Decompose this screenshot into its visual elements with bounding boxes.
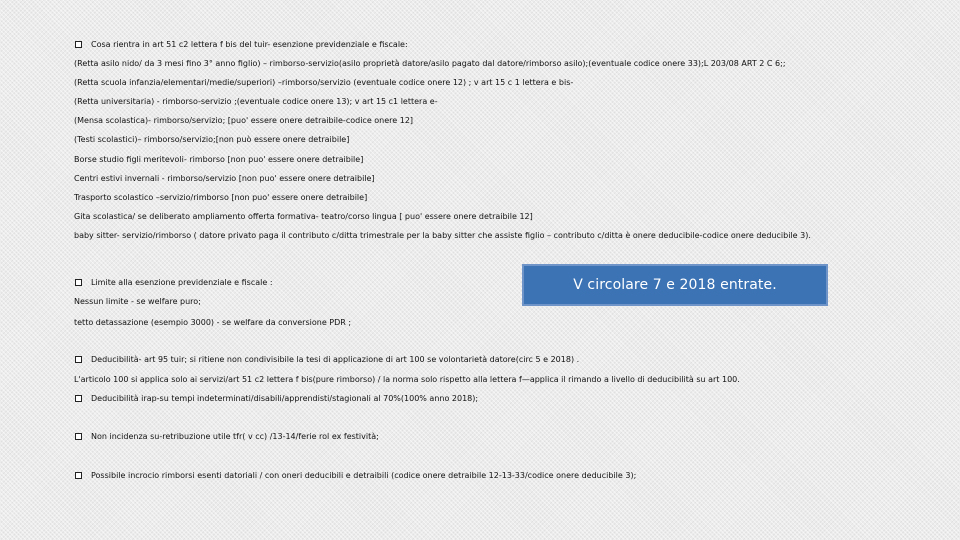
text-line: Centri estivi invernali - rimborso/servizio [non puo' essere onere detraibile] bbox=[74, 174, 375, 183]
callout-text: V circolare 7 e 2018 entrate. bbox=[573, 277, 777, 293]
text-line: (Retta scuola infanzia/elementari/medie/superiori) –rimborso/servizio (eventuale codice onere 12) ; v art 15 c 1 lettera e bis- bbox=[74, 78, 574, 87]
text-line: tetto detassazione (esempio 3000) - se welfare da conversione PDR ; bbox=[74, 318, 352, 327]
checkbox-bullet-icon bbox=[75, 41, 82, 48]
text-line: (Testi scolastici)– rimborso/servizio;[non può essere onere detraibile] bbox=[74, 135, 350, 144]
text-line: (Retta asilo nido/ da 3 mesi fino 3° anno figlio) – rimborso-servizio(asilo proprietà datore/asilo pagato dal datore/rimborso asilo);(eventuale codice onere 33);L 203/08 ART 2 C 6;; bbox=[74, 59, 786, 68]
heading-text: Cosa rientra in art 51 c2 lettera f bis del tuir- esenzione previdenziale e fiscale: bbox=[91, 40, 408, 49]
checkbox-bullet-icon bbox=[75, 395, 82, 402]
tfr-text: Non incidenza su-retribuzione utile tfr( v cc) /13-14/ferie rol ex festività; bbox=[91, 432, 379, 441]
callout-box bbox=[522, 264, 828, 306]
checkbox-bullet-icon bbox=[75, 356, 82, 363]
text-line: Gita scolastica/ se deliberato ampliamento offerta formativa- teatro/corso lingua [ puo' essere onere detraibile 12] bbox=[74, 212, 533, 221]
bullet-item bbox=[75, 278, 273, 288]
text-line: Borse studio figli meritevoli- rimborso [non puo' essere onere detraibile] bbox=[74, 155, 364, 164]
checkbox-bullet-icon bbox=[75, 472, 82, 479]
bullet-item bbox=[75, 394, 478, 404]
text-line: (Retta universitaria) - rimborso-servizio ;(eventuale codice onere 13); v art 15 c1 lettera e- bbox=[74, 97, 438, 106]
irap-text: Deducibilità irap-su tempi indeterminati/disabili/apprendisti/stagionali al 70%(100% anno 2018); bbox=[91, 394, 479, 403]
text-line: (Mensa scolastica)- rimborso/servizio; [puo' essere onere detraibile-codice onere 12] bbox=[74, 116, 414, 125]
text-line: Nessun limite - se welfare puro; bbox=[74, 297, 201, 306]
crossing-text: Possibile incrocio rimborsi esenti datoriali / con oneri deducibili e detraibili (codice onere detraibile 12-13-33/codice onere deducibile 3); bbox=[91, 471, 637, 480]
bullet-item bbox=[75, 40, 408, 50]
text-line-wrapped bbox=[74, 231, 844, 241]
checkbox-bullet-icon bbox=[75, 433, 82, 440]
text-line: Trasporto scolastico –servizio/rimborso [non puo' essere onere detraibile] bbox=[74, 193, 368, 202]
checkbox-bullet-icon bbox=[75, 279, 82, 286]
deducibility-text: Deducibilità- art 95 tuir; si ritiene non condivisibile la tesi di applicazione di art 100 se volontarietà datore(circ 5 e 2018) . bbox=[91, 355, 580, 364]
limit-heading: Limite alla esenzione previdenziale e fiscale : bbox=[91, 278, 273, 287]
bullet-item bbox=[75, 432, 379, 442]
baby-sitter-text: baby sitter- servizio/rimborso ( datore privato paga il contributo c/ditta trimestrale per la baby sitter che assiste figlio – contributo c/ditta è onere deducibile-codice onere deducibile 3). bbox=[74, 231, 811, 240]
text-line: L'articolo 100 si applica solo ai servizi/art 51 c2 lettera f bis(pure rimborso) / la norma solo rispetto alla lettera f—applica il rimando a livello di deducibilità su art 100. bbox=[74, 375, 740, 384]
bullet-item bbox=[75, 471, 636, 481]
bullet-item bbox=[75, 355, 579, 365]
